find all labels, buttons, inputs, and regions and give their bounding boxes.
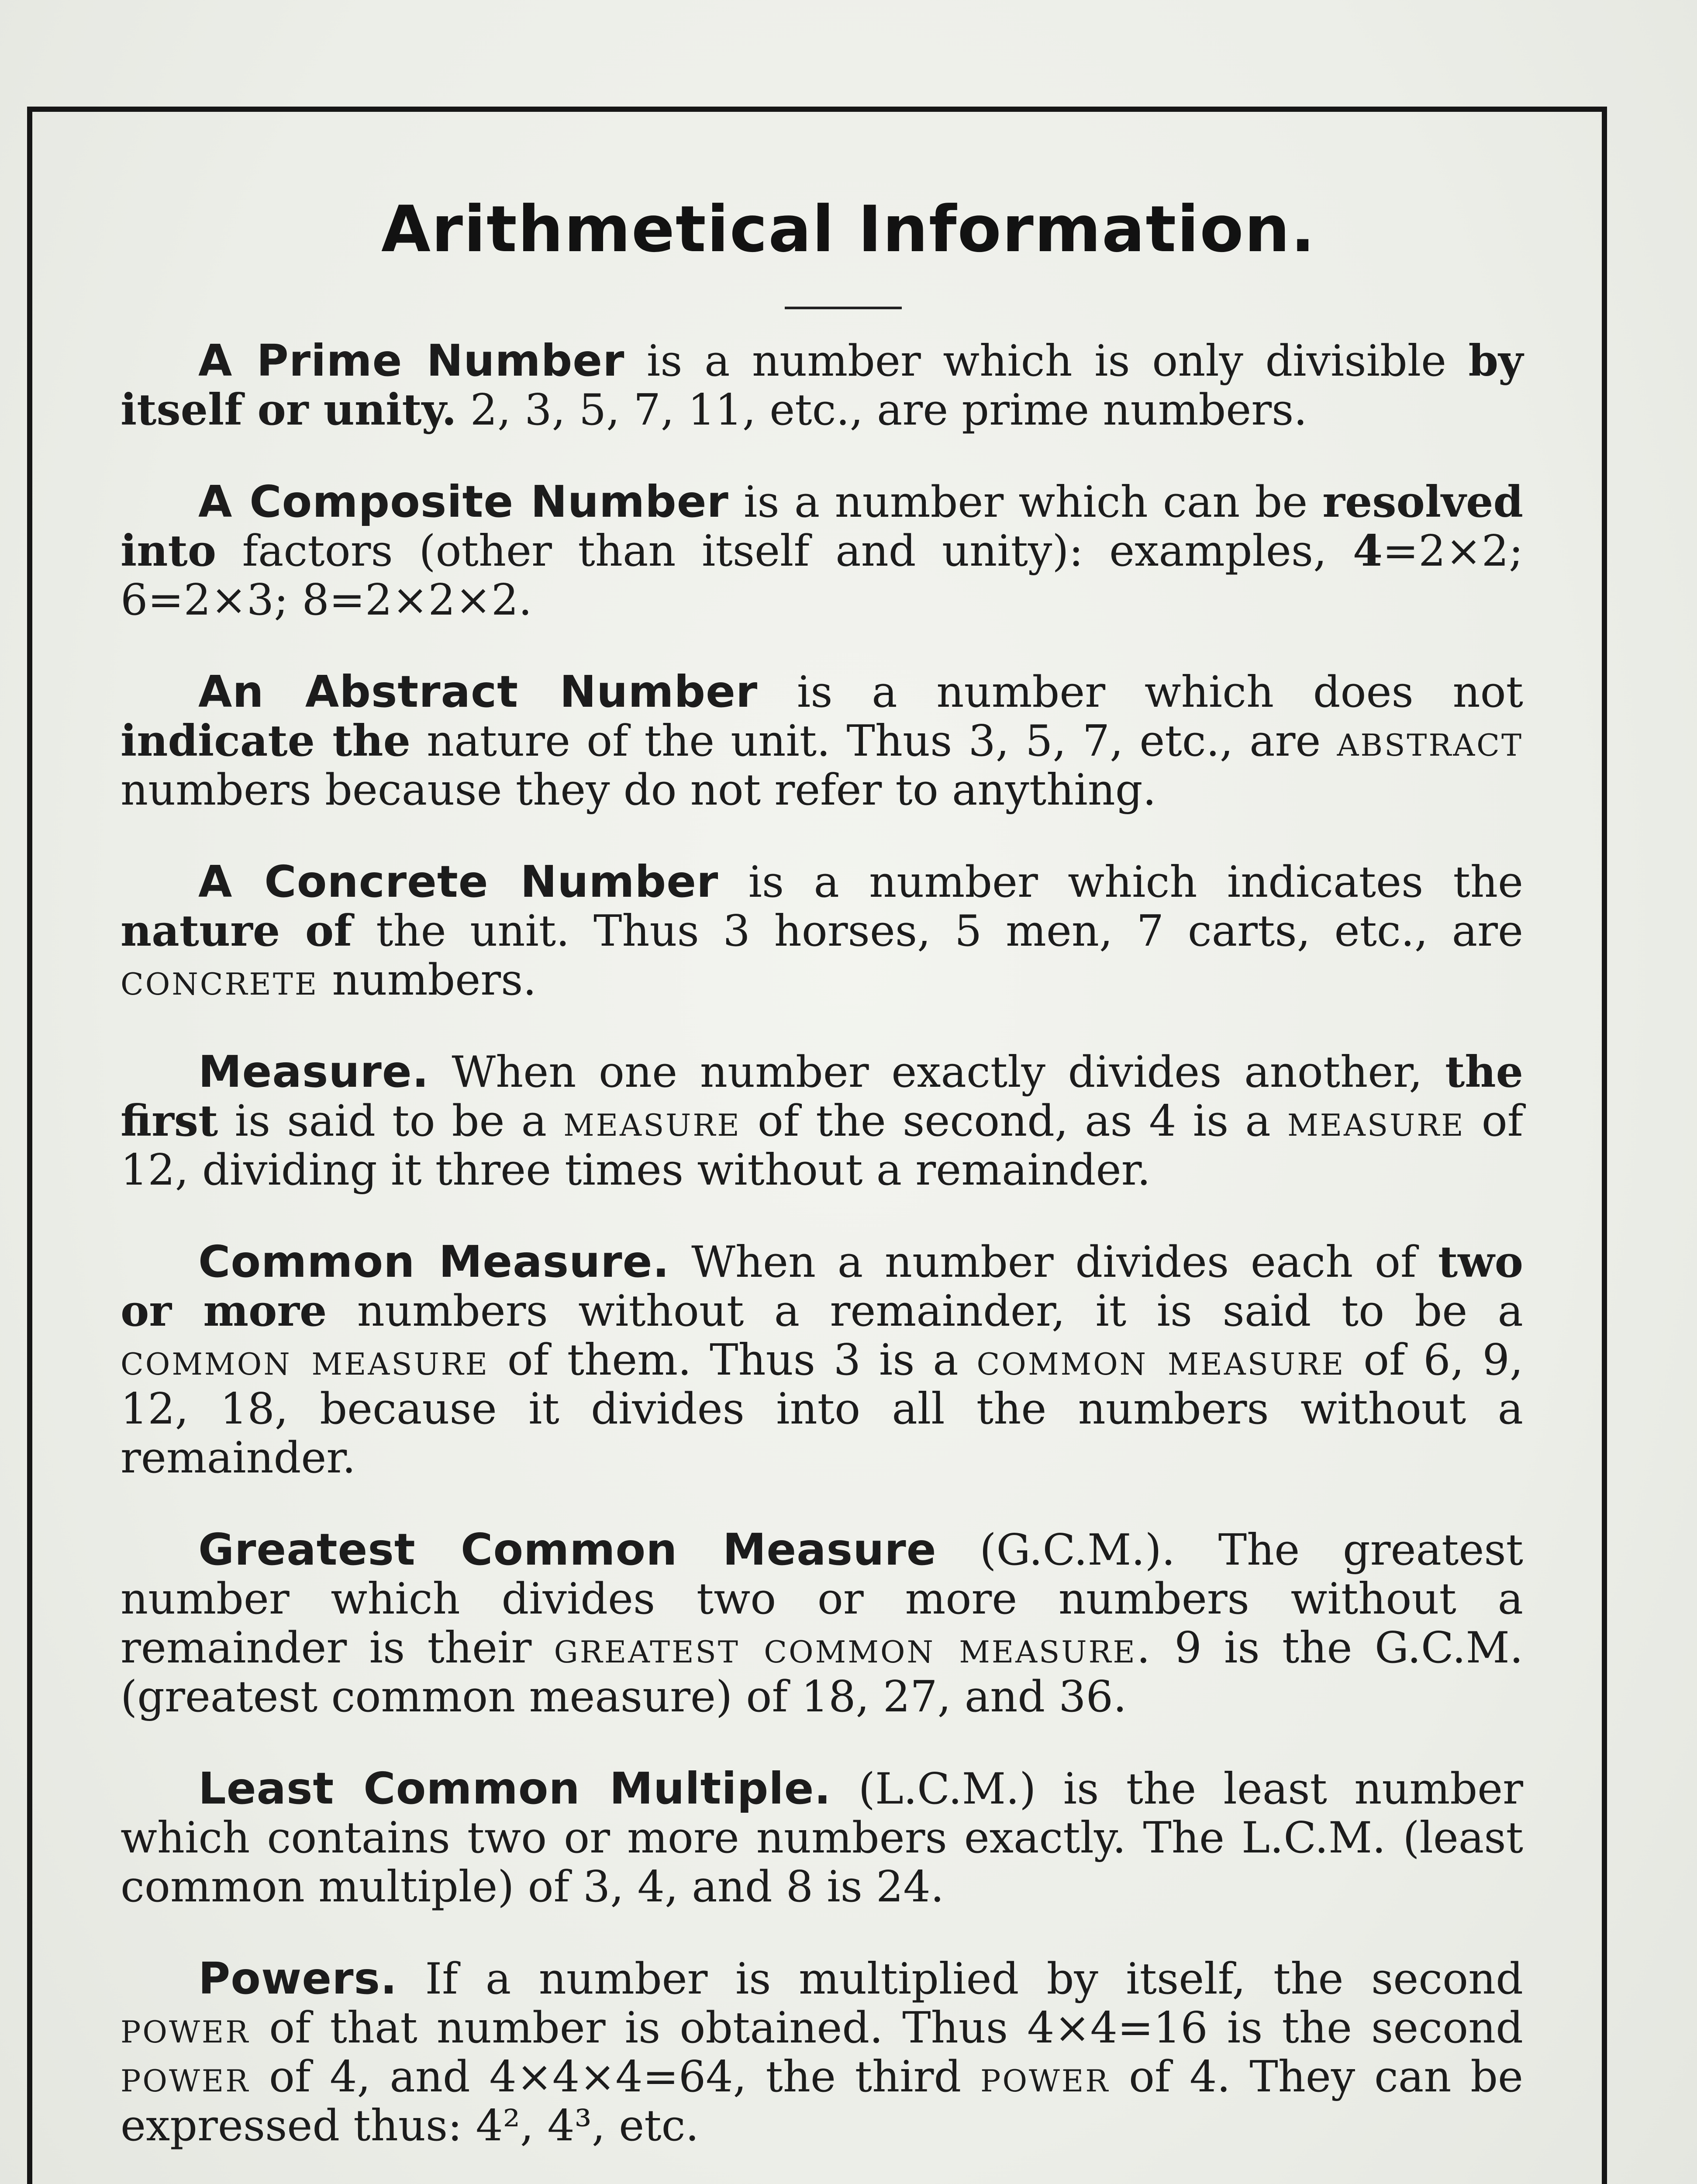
definition-paragraph	[121, 1525, 1523, 1721]
definition-text: (L.C.M.) is the least number which contains two or more numbers exactly. The L.C.M. (least common multiple) of 3, 4, and 8 is 24.	[121, 1764, 1523, 1912]
definition-text: is a number which is only divisible	[624, 336, 1469, 386]
definition-text: the first	[121, 1047, 1523, 1146]
definition-text: 4	[1352, 526, 1383, 576]
definition-text: 2, 3, 5, 7, 11, etc., are prime numbers.	[456, 385, 1307, 435]
definition-text: nature of	[121, 906, 352, 956]
title-underline-rule	[785, 307, 902, 309]
definition-text: numbers.	[318, 955, 537, 1005]
definition-paragraph	[121, 336, 1523, 435]
small-caps-text: abstract	[1337, 716, 1523, 766]
definition-term: Powers.	[198, 1953, 398, 2004]
definition-text: resolved into	[121, 477, 1523, 576]
definition-paragraph	[121, 1047, 1523, 1195]
definition-paragraph	[121, 667, 1523, 815]
definition-text: is a number which indicates the	[718, 857, 1523, 907]
page-title: Arithmetical Information.	[381, 192, 1316, 266]
definition-paragraph	[121, 857, 1523, 1005]
definition-paragraph	[121, 477, 1523, 625]
definition-paragraph	[121, 1237, 1523, 1482]
definition-term: Least Common Multiple.	[198, 1763, 831, 1814]
definition-text: If a number is multiplied by itself, the second	[397, 1954, 1523, 2004]
definition-text: two or more	[121, 1237, 1523, 1336]
definition-text: indicate the	[121, 716, 410, 766]
small-caps-text: concrete	[121, 955, 319, 1005]
definition-term: Measure.	[198, 1046, 429, 1097]
definition-text: When a number divides each of	[669, 1237, 1438, 1287]
small-caps-text: greatest common measure.	[554, 1623, 1152, 1673]
definition-text: of 12, dividing it three times without a remainder.	[121, 1096, 1523, 1195]
definition-text: of 6, 9, 12, 18, because it divides into all the numbers without a remainder.	[121, 1335, 1523, 1483]
definition-text: of that number is obtained. Thus 4×4=16 is the second	[250, 2003, 1523, 2053]
definition-text: is a number which does not	[758, 667, 1523, 717]
definition-text: =2×2; 6=2×3; 8=2×2×2.	[121, 526, 1523, 625]
definition-text: by itself or unity.	[121, 336, 1523, 435]
definition-term: Common Measure.	[198, 1236, 670, 1287]
definition-text: is a number which can be	[728, 477, 1323, 527]
small-caps-text: measure	[1287, 1096, 1465, 1146]
small-caps-text: common measure	[121, 1335, 489, 1385]
definition-text: of 4, and 4×4×4=64, the third	[250, 2052, 981, 2102]
definition-text: nature of the unit. Thus 3, 5, 7, etc., are	[410, 716, 1337, 766]
definition-term: A Concrete Number	[198, 856, 719, 907]
definition-text: factors (other than itself and unity): examples,	[216, 526, 1353, 576]
definition-text: (G.C.M.). The greatest number which divides two or more numbers without a remainder is their	[121, 1525, 1524, 1673]
definitions-list	[121, 336, 1523, 2184]
definition-paragraph	[121, 1954, 1523, 2150]
definition-text: 9 is the G.C.M. (greatest common measure) of 18, 27, and 36.	[121, 1623, 1523, 1722]
definition-term: An Abstract Number	[198, 666, 758, 717]
definition-text: numbers because they do not refer to anything.	[121, 765, 1156, 815]
definition-text: When one number exactly divides another,	[429, 1047, 1445, 1097]
small-caps-text: power	[121, 2052, 250, 2102]
definition-paragraph	[121, 1764, 1523, 1911]
small-caps-text: measure	[563, 1096, 741, 1146]
small-caps-text: power	[980, 2052, 1110, 2102]
small-caps-text: power	[121, 2003, 250, 2053]
definition-text: is said to be a	[218, 1096, 564, 1146]
definition-term: A Composite Number	[198, 476, 729, 527]
small-caps-text: common measure	[976, 1335, 1345, 1385]
definition-text: the unit. Thus 3 horses, 5 men, 7 carts, etc., are	[352, 906, 1523, 956]
definition-text: of the second, as 4 is a	[741, 1096, 1287, 1146]
definition-term: A Prime Number	[198, 335, 625, 386]
definition-text: numbers without a remainder, it is said to be a	[327, 1286, 1523, 1336]
definition-text: of 4. They can be expressed thus: 4², 4³, etc.	[121, 2052, 1523, 2151]
definition-text: of them. Thus 3 is a	[489, 1335, 977, 1385]
definition-term: Greatest Common Measure	[198, 1524, 937, 1575]
